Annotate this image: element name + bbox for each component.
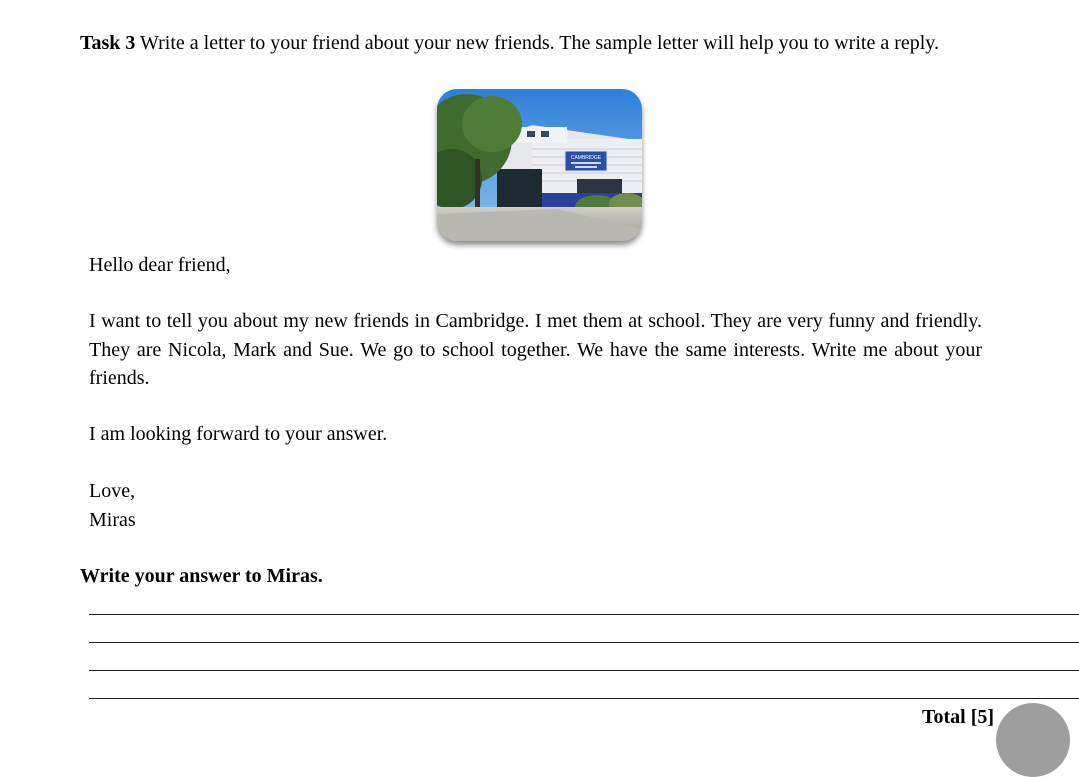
- letter-closing: I am looking forward to your answer.: [89, 423, 388, 445]
- school-photo: [437, 89, 642, 241]
- answer-prompt: Write your answer to Miras.: [80, 565, 323, 587]
- photo-sign-text: CAMBRIDGE: [570, 155, 602, 161]
- total-score: Total [5]: [922, 706, 995, 728]
- letter-greeting: Hello dear friend,: [89, 254, 231, 276]
- letter-signature: Miras: [89, 508, 136, 531]
- task-instruction: [80, 30, 1040, 56]
- letter-signoff-block: [89, 477, 982, 534]
- letter-signoff: Love,: [89, 480, 136, 502]
- answer-line[interactable]: [89, 670, 1079, 671]
- answer-line[interactable]: [89, 642, 1079, 643]
- task-label: Task 3: [80, 32, 136, 54]
- task-text: Write a letter to your friend about your new friends. The sample letter will help you to write a reply.: [135, 32, 940, 54]
- corner-circle: [996, 703, 1070, 777]
- school-building-image: [437, 89, 642, 241]
- answer-line[interactable]: [89, 698, 1079, 699]
- answer-line[interactable]: [89, 614, 1079, 615]
- letter-body: I want to tell you about my new friends in Cambridge. I met them at school. They are very funny and friendly. They are Nicola, Mark and Sue. We go to school together. We have the same interests. Write me about your friends.: [89, 310, 982, 389]
